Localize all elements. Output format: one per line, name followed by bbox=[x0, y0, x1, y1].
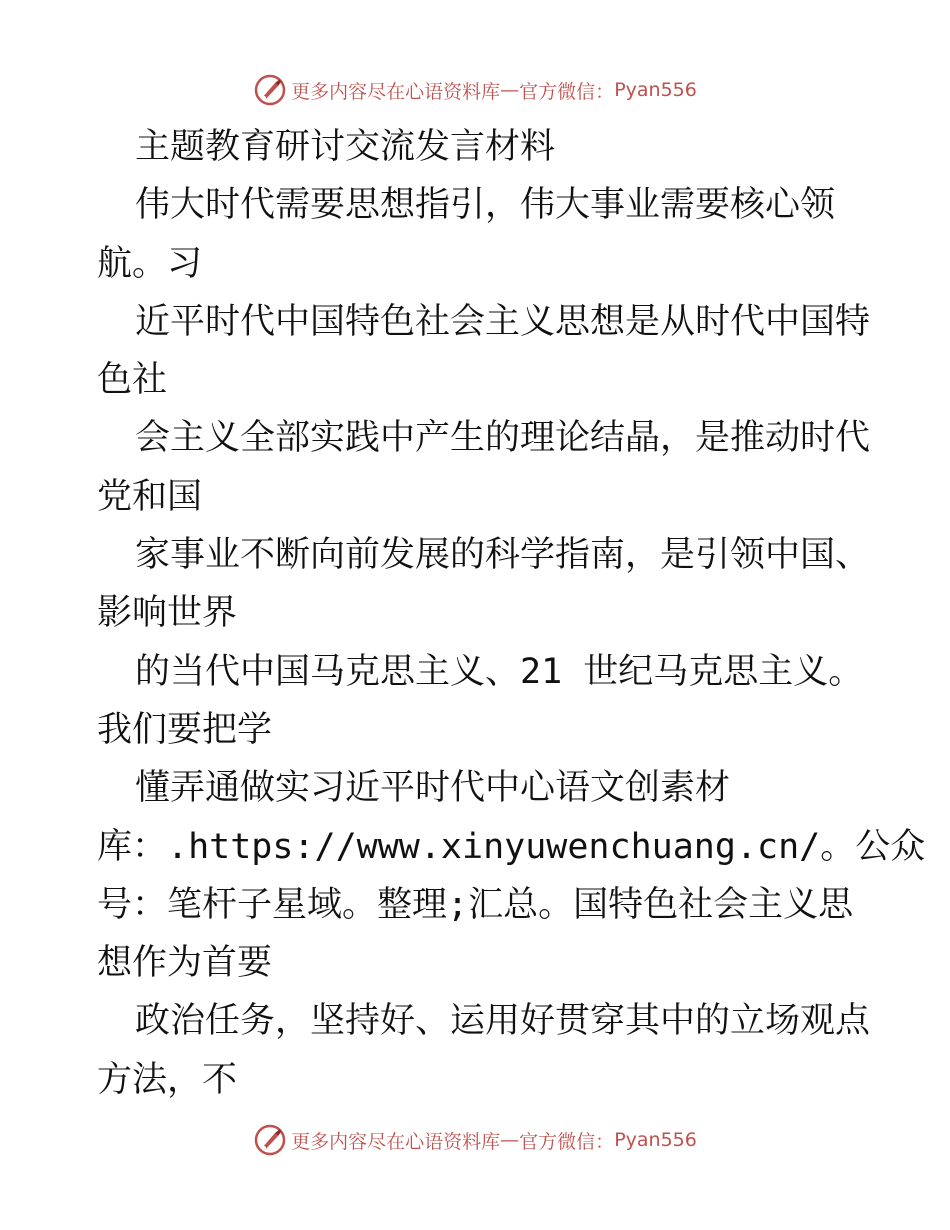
text-line: 我们要把学 bbox=[97, 709, 273, 750]
text-line: 色社 bbox=[97, 360, 168, 401]
banner-wechat-label: 官方微信： bbox=[519, 1130, 615, 1153]
text-line: 号：笔杆子星域。整理;汇总。国特色社会主义思 bbox=[97, 884, 854, 925]
text-line: 党和国 bbox=[97, 476, 203, 517]
header-banner[interactable] bbox=[0, 70, 950, 110]
banner-wechat-id: Pyan556 bbox=[614, 1129, 697, 1151]
text-line: 航。习 bbox=[97, 243, 203, 284]
text-line: 想作为首要 bbox=[97, 943, 273, 984]
document-body bbox=[97, 118, 926, 1109]
banner-dash: — bbox=[500, 1129, 520, 1151]
banner-text: 更多内容尽在心语资料库 bbox=[291, 1130, 501, 1153]
text-line: 影响世界 bbox=[97, 593, 238, 634]
text-line: 伟大时代需要思想指引，伟大事业需要核心领 bbox=[135, 185, 836, 226]
footer-banner[interactable] bbox=[0, 1120, 950, 1160]
text-line: 政治任务，坚持好、运用好贯穿其中的立场观点 bbox=[135, 1001, 871, 1042]
banner-wechat-id: Pyan556 bbox=[614, 79, 697, 101]
text-line: 懂弄通做实习近平时代中心语文创素材 bbox=[135, 768, 731, 809]
banner-dash: — bbox=[500, 79, 520, 101]
text-line: 的当代中国马克思主义、21 世纪马克思主义。 bbox=[135, 651, 864, 692]
quill-pen-logo-icon bbox=[253, 1123, 287, 1157]
quill-pen-logo-icon bbox=[253, 73, 287, 107]
text-line: 方法，不 bbox=[97, 1059, 238, 1100]
text-line: 库：.https://www.xinyuwenchuang.cn/。公众 bbox=[97, 826, 926, 867]
text-line: 会主义全部实践中产生的理论结晶，是推动时代 bbox=[135, 418, 871, 459]
text-line: 家事业不断向前发展的科学指南，是引领中国、 bbox=[135, 535, 871, 576]
banner-wechat-label: 官方微信： bbox=[519, 80, 615, 103]
text-line: 主题教育研讨交流发言材料 bbox=[135, 127, 556, 167]
banner-text: 更多内容尽在心语资料库 bbox=[291, 80, 501, 103]
text-line: 近平时代中国特色社会主义思想是从时代中国特 bbox=[135, 301, 871, 342]
